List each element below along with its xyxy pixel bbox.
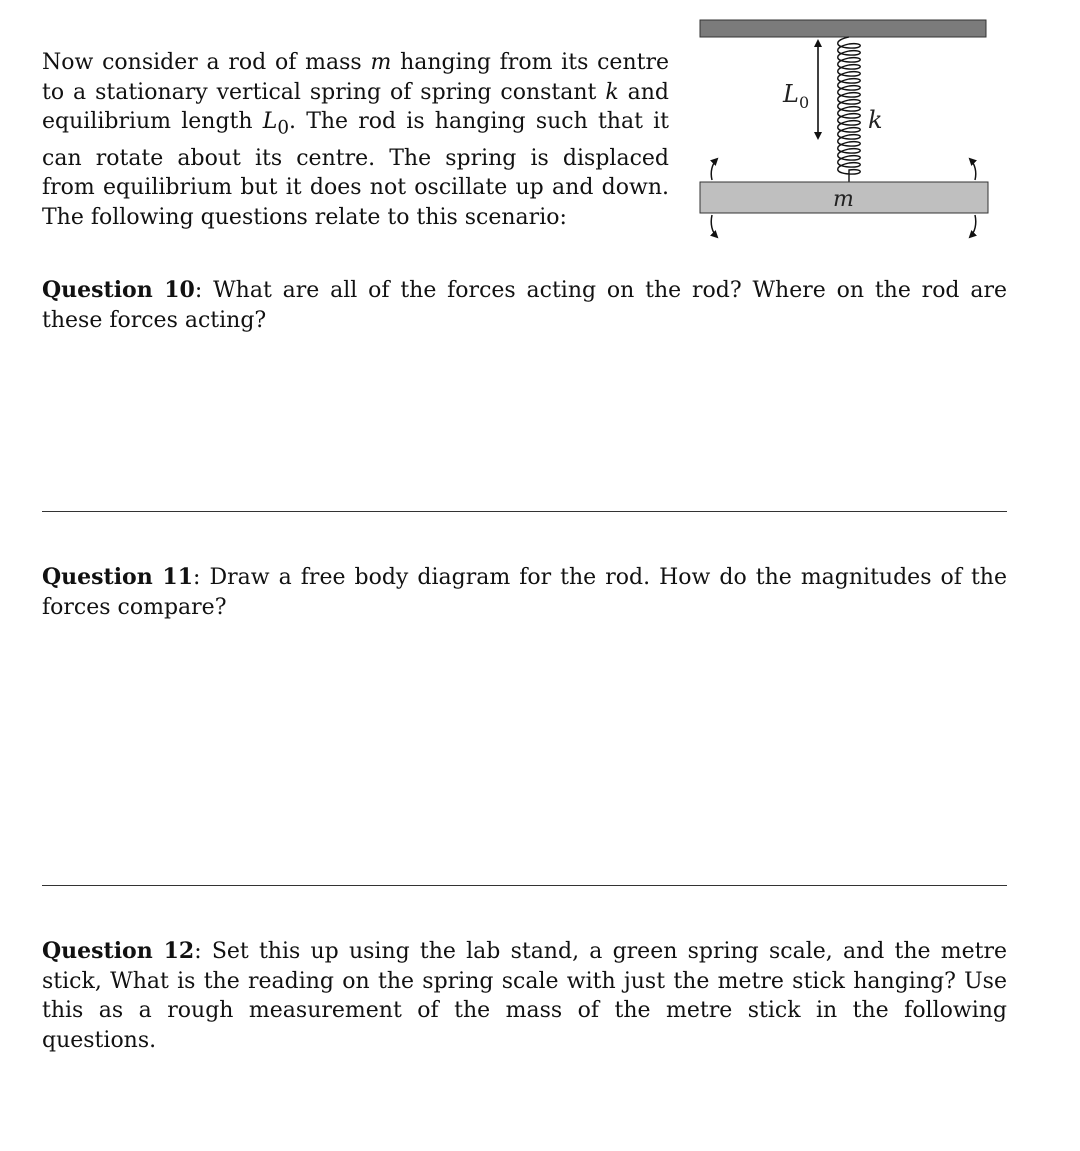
mass-label: m <box>833 187 854 212</box>
length-label: $L_0$ <box>783 80 810 112</box>
intro-paragraph <box>42 48 669 233</box>
question-10 <box>42 276 1007 335</box>
intro-text-4: . The rod is hanging such that it can rotate about its centre. The spring is displaced from equilibrium but it does not oscillate up and down. The following questions relate to this scenario: <box>42 109 669 230</box>
question-12-text: : Set this up using the lab stand, a green spring scale, and the metre stick, What is the reading on the spring scale with just the metre stick hanging? Use this as a rough measurement of the mass of the metre stick in the following questions. <box>42 939 1007 1054</box>
spring-constant-label: k <box>868 106 883 134</box>
spring-rod-diagram <box>694 14 994 244</box>
question-10-label: Question 10 <box>42 277 195 303</box>
var-L: L <box>262 109 278 135</box>
answer-divider-2 <box>42 885 1007 886</box>
rotation-arrow-bottom-right <box>970 215 976 237</box>
intro-text-1: Now consider a rod of mass <box>42 50 371 75</box>
var-k: k <box>605 79 619 105</box>
spring-coil <box>838 37 861 182</box>
question-10-text: : What are all of the forces acting on the rod? Where on the rod are these forces acting? <box>42 278 1007 333</box>
var-m: m <box>370 50 392 75</box>
rotation-arrow-top-right <box>970 159 976 180</box>
intro-text-3: and equilibrium length <box>42 79 669 135</box>
ceiling-support <box>700 20 986 37</box>
question-12 <box>42 937 1007 1056</box>
rotation-arrow-top-left <box>711 159 717 180</box>
answer-divider-1 <box>42 511 1007 512</box>
rotation-arrow-bottom-left <box>711 215 717 237</box>
var-L-subscript: 0 <box>277 117 290 139</box>
question-11-label: Question 11 <box>42 564 194 590</box>
question-11 <box>42 563 1007 622</box>
question-12-label: Question 12 <box>42 938 195 964</box>
question-11-text: : Draw a free body diagram for the rod. How do the magnitudes of the forces compare? <box>42 565 1007 620</box>
intro-text-2: hanging from its centre to a stationary vertical spring of spring constant <box>42 50 669 105</box>
